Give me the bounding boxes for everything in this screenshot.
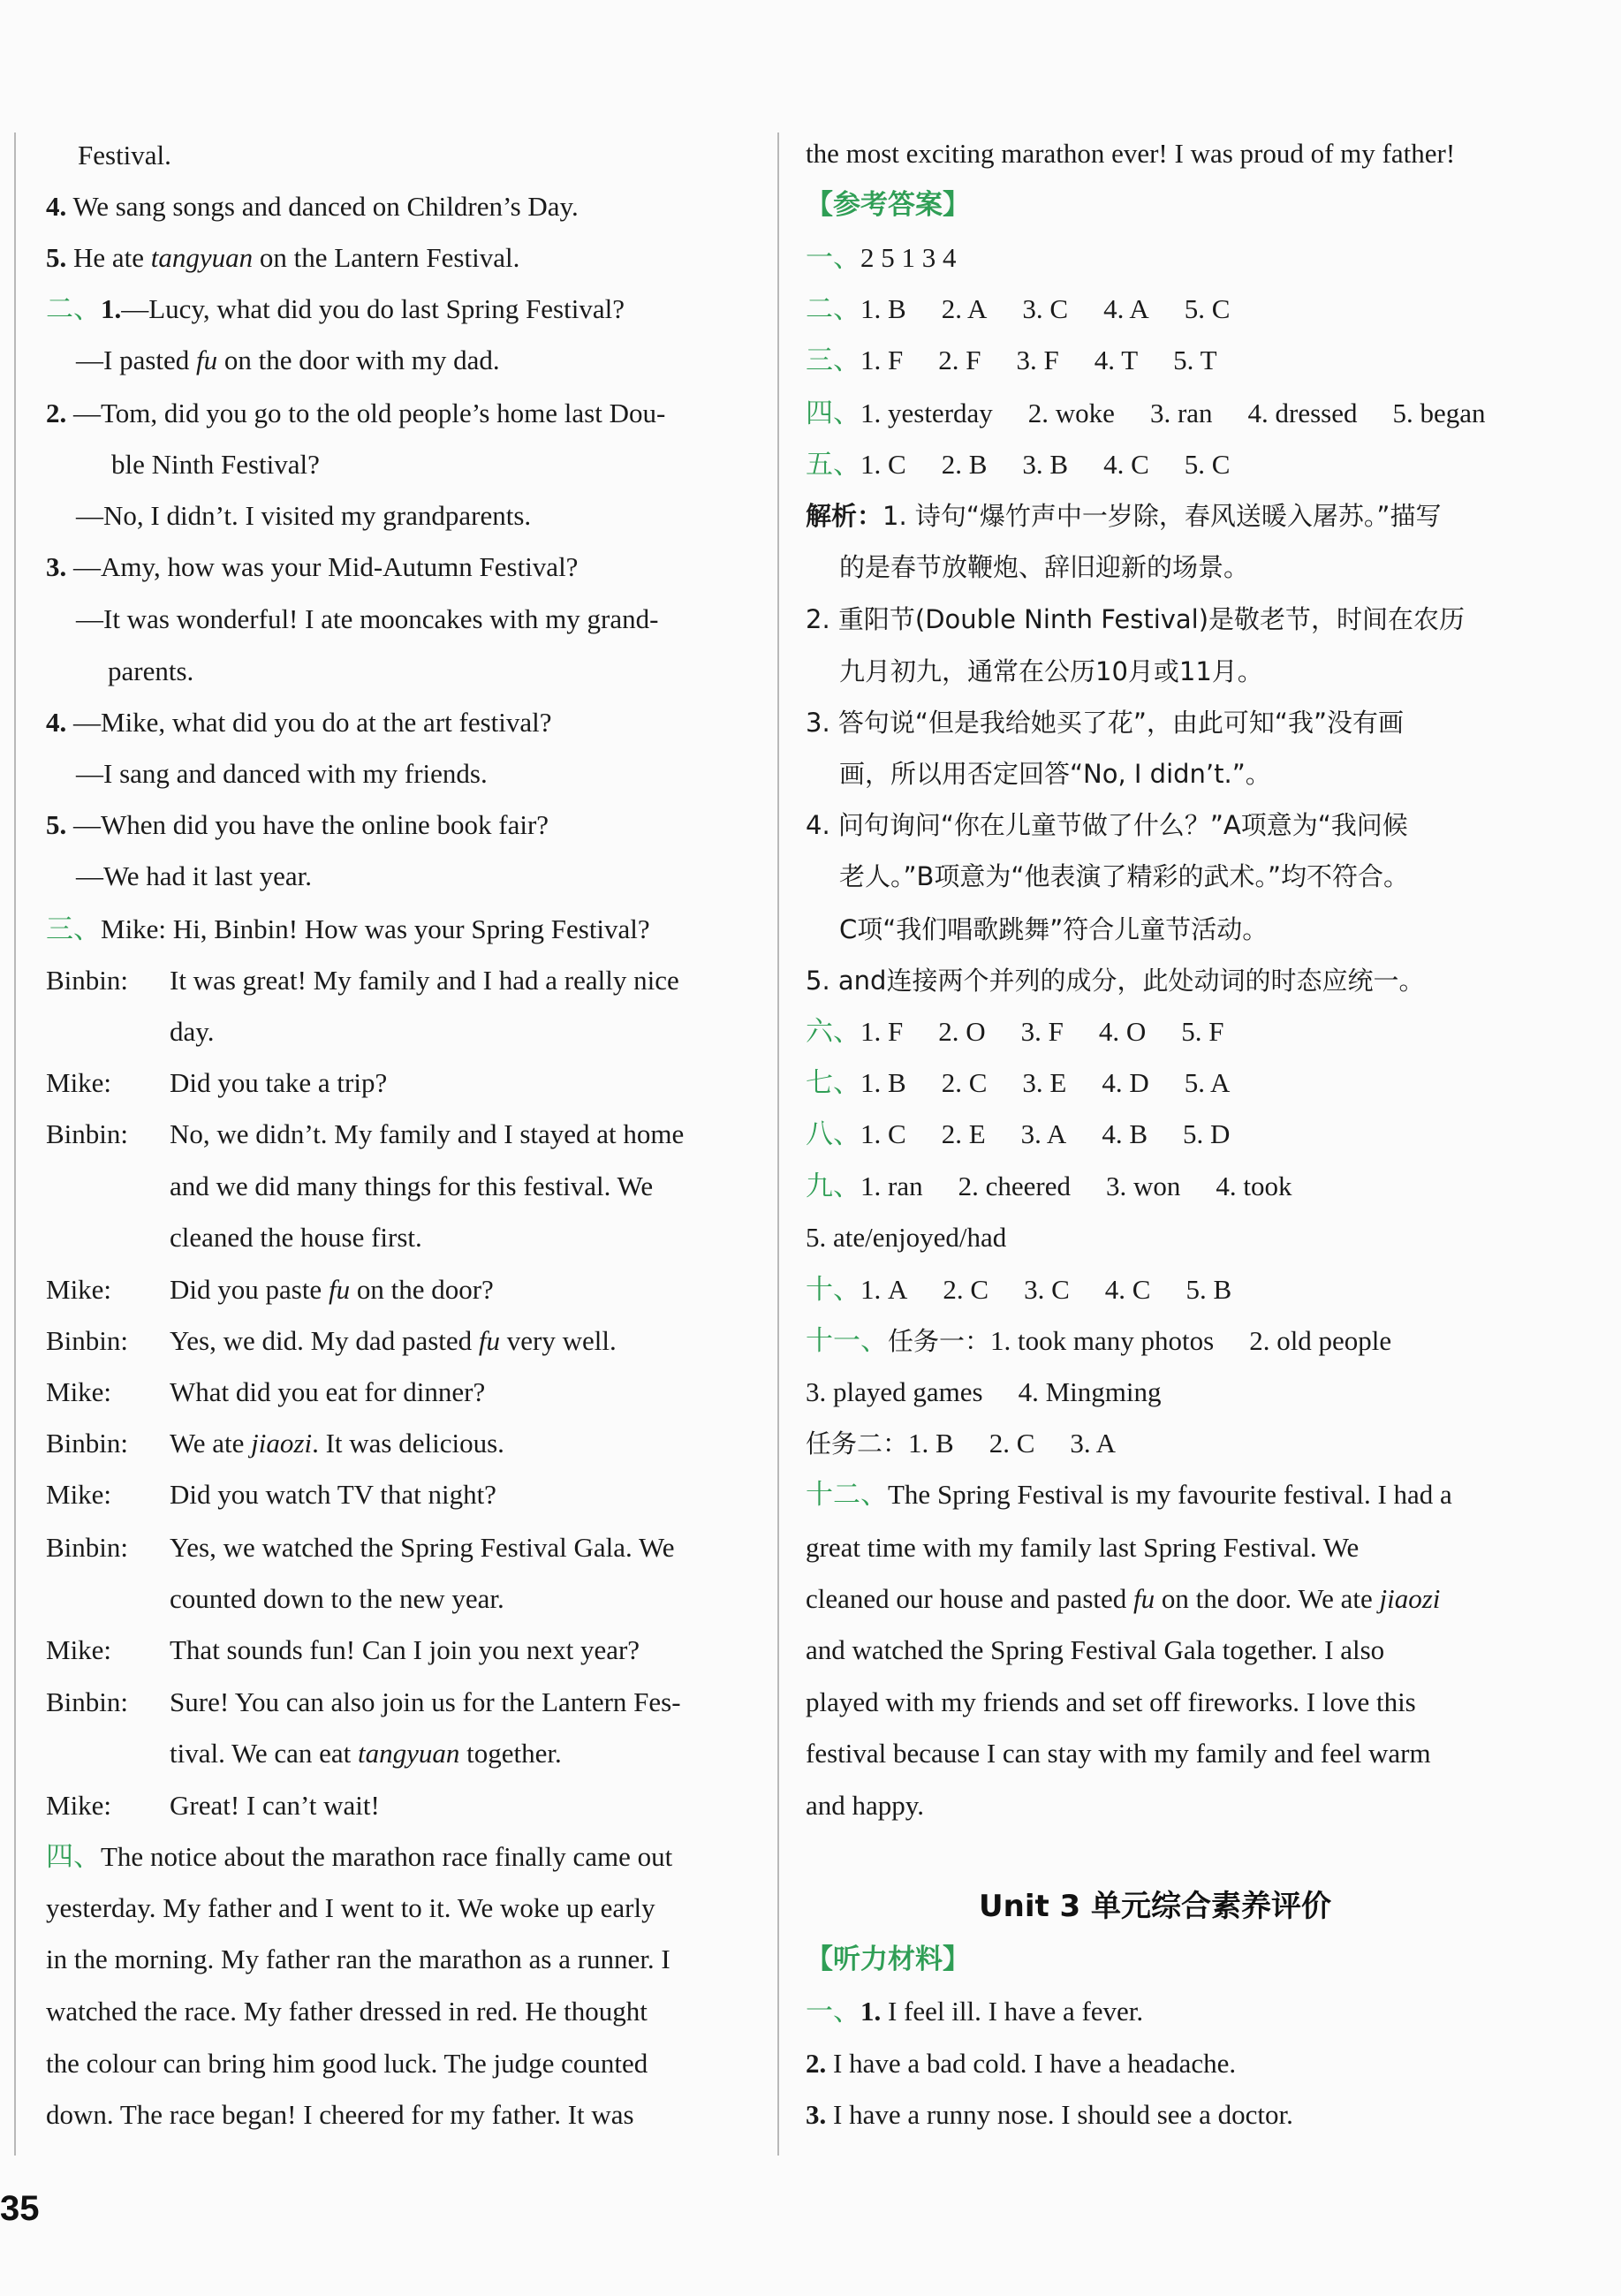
dialogue-line: That sounds fun! Can I join you next year? <box>170 1634 640 1665</box>
dialogue-speaker: Mike: <box>46 1790 112 1821</box>
text-line: Festival. <box>78 140 171 170</box>
dialogue-speaker: Binbin: <box>46 1686 129 1717</box>
listening-line: 2. I have a bad cold. I have a headache. <box>806 2048 1237 2079</box>
dialogue-speaker: Binbin: <box>46 1325 129 1356</box>
text-line: 4. We sang songs and danced on Children’s Day. <box>46 191 579 222</box>
text-line: 2. —Tom, did you go to the old people’s home last Dou- <box>46 398 666 428</box>
text-line: parents. <box>108 655 194 686</box>
text-line: —We had it last year. <box>76 860 312 891</box>
answer-row: 3. played games 4. Mingming <box>806 1376 1162 1407</box>
dialogue-line: Did you take a trip? <box>170 1067 388 1098</box>
writing-line: festival because I can stay with my family and feel warm <box>806 1738 1431 1769</box>
writing-line: and watched the Spring Festival Gala together. I also <box>806 1634 1385 1665</box>
text-line: yesterday. My father and I went to it. We woke up early <box>46 1892 655 1923</box>
analysis-line: 解析：1. 诗句“爆竹声中一岁除，春风送暖入屠苏。”描写 <box>806 501 1442 531</box>
dialogue-speaker: Binbin: <box>46 1428 129 1459</box>
answers-heading: 【参考答案】 <box>806 189 970 221</box>
dialogue-speaker: Mike: <box>46 1376 112 1407</box>
writing-line: played with my friends and set off fireworks. I love this <box>806 1686 1416 1717</box>
dialogue-line: Sure! You can also join us for the Lantern Fes- <box>170 1686 681 1717</box>
dialogue-line: cleaned the house first. <box>170 1222 422 1253</box>
text-line: down. The race began! I cheered for my father. It was <box>46 2099 634 2130</box>
text-line: —I pasted fu on the door with my dad. <box>76 345 500 375</box>
text-line: the most exciting marathon ever! I was proud of my father! <box>806 138 1456 169</box>
dialogue-speaker: Mike: <box>46 1479 112 1510</box>
text-line: watched the race. My father dressed in red. He thought <box>46 1996 648 2027</box>
answer-row: 任务二：1. B 2. C 3. A <box>806 1428 1117 1459</box>
analysis-line: 4. 问句询问“你在儿童节做了什么？”A项意为“我问候 <box>806 810 1408 840</box>
answer-row: 十、1. A 2. C 3. C 4. C 5. B <box>806 1274 1232 1306</box>
analysis-line: 3. 答句说“但是我给她买了花”，由此可知“我”没有画 <box>806 708 1404 738</box>
text-line: the colour can bring him good luck. The judge counted <box>46 2048 648 2079</box>
writing-line: 十二、The Spring Festival is my favourite festival. I had a <box>806 1479 1452 1511</box>
unit-heading: Unit 3 单元综合素养评价 <box>979 1889 1332 1924</box>
page-number: 35 <box>0 2189 40 2228</box>
answer-row: 十一、任务一：1. took many photos 2. old people <box>806 1325 1392 1357</box>
text-line: in the morning. My father ran the marathon as a runner. I <box>46 1944 670 1974</box>
dialogue-speaker: Binbin: <box>46 965 129 996</box>
writing-line: great time with my family last Spring Festival. We <box>806 1532 1360 1563</box>
dialogue-line: It was great! My family and I had a really nice <box>170 965 679 996</box>
answer-row: 三、1. F 2. F 3. F 4. T 5. T <box>806 345 1217 376</box>
answer-row: 八、1. C 2. E 3. A 4. B 5. D <box>806 1118 1231 1150</box>
dialogue-line: We ate jiaozi. It was delicious. <box>170 1428 504 1459</box>
dialogue-line: Great! I can’t wait! <box>170 1790 380 1821</box>
answer-row: 一、2 5 1 3 4 <box>806 242 957 274</box>
listening-heading: 【听力材料】 <box>806 1944 970 1975</box>
analysis-line: 2. 重阳节(Double Ninth Festival)是敬老节，时间在农历 <box>806 604 1466 634</box>
analysis-line: 的是春节放鞭炮、辞旧迎新的场景。 <box>839 552 1250 582</box>
writing-line: cleaned our house and pasted fu on the door. We ate jiaozi <box>806 1583 1441 1614</box>
dialogue-speaker: Binbin: <box>46 1532 129 1563</box>
dialogue-line: day. <box>170 1016 215 1047</box>
dialogue-line: counted down to the new year. <box>170 1583 504 1614</box>
analysis-line: 5. and连接两个并列的成分，此处动词的时态应统一。 <box>806 966 1425 996</box>
text-line: —It was wonderful! I ate mooncakes with my grand- <box>76 603 659 634</box>
column-divider <box>777 133 779 2156</box>
section-four: 四、The notice about the marathon race finally came out <box>46 1841 673 1873</box>
text-line: 4. —Mike, what did you do at the art festival? <box>46 707 552 738</box>
answer-row: 5. ate/enjoyed/had <box>806 1222 1007 1253</box>
analysis-line: 九月初九，通常在公历10月或11月。 <box>839 656 1263 686</box>
dialogue-speaker: Binbin: <box>46 1118 129 1149</box>
dialogue-speaker: Mike: <box>46 1067 112 1098</box>
dialogue-line: Did you paste fu on the door? <box>170 1274 494 1305</box>
dialogue-line: Yes, we watched the Spring Festival Gala. We <box>170 1532 675 1563</box>
analysis-line: 老人。”B项意为“他表演了精彩的武术。”均不符合。 <box>839 861 1409 891</box>
text-line: 3. —Amy, how was your Mid-Autumn Festival? <box>46 551 579 582</box>
analysis-line: 画，所以用否定回答“No, I didn’t.”。 <box>839 759 1271 789</box>
dialogue-speaker: Mike: <box>46 1634 112 1665</box>
dialogue-line: No, we didn’t. My family and I stayed at home <box>170 1118 685 1149</box>
answer-row: 六、1. F 2. O 3. F 4. O 5. F <box>806 1016 1224 1048</box>
answer-row: 五、1. C 2. B 3. B 4. C 5. C <box>806 449 1231 481</box>
analysis-line: C项“我们唱歌跳舞”符合儿童节活动。 <box>839 914 1269 944</box>
text-line: 5. —When did you have the online book fair? <box>46 809 549 840</box>
text-line: ble Ninth Festival? <box>111 449 320 480</box>
section-two: 二、1.—Lucy, what did you do last Spring Festival? <box>46 293 625 325</box>
listening-line: 3. I have a runny nose. I should see a doctor. <box>806 2099 1293 2130</box>
text-line: —No, I didn’t. I visited my grandparents. <box>76 500 532 531</box>
dialogue-line: Yes, we did. My dad pasted fu very well. <box>170 1325 617 1356</box>
dialogue-line: Did you watch TV that night? <box>170 1479 496 1510</box>
answer-row: 七、1. B 2. C 3. E 4. D 5. A <box>806 1067 1231 1099</box>
text-line: 5. He ate tangyuan on the Lantern Festival. <box>46 242 520 273</box>
answer-row: 九、1. ran 2. cheered 3. won 4. took <box>806 1171 1292 1202</box>
dialogue-speaker: Mike: <box>46 1274 112 1305</box>
dialogue-line: tival. We can eat tangyuan together. <box>170 1738 562 1769</box>
writing-line: and happy. <box>806 1790 925 1821</box>
dialogue-line: and we did many things for this festival. We <box>170 1171 654 1201</box>
answer-row: 二、1. B 2. A 3. C 4. A 5. C <box>806 293 1231 325</box>
answer-row: 四、1. yesterday 2. woke 3. ran 4. dressed 5. began <box>806 398 1486 429</box>
listening-line: 一、1. I feel ill. I have a fever. <box>806 1996 1144 2027</box>
left-margin-rule <box>14 133 16 2156</box>
section-three: 三、Mike: Hi, Binbin! How was your Spring Festival? <box>46 913 650 945</box>
text-line: —I sang and danced with my friends. <box>76 758 488 789</box>
dialogue-line: What did you eat for dinner? <box>170 1376 486 1407</box>
